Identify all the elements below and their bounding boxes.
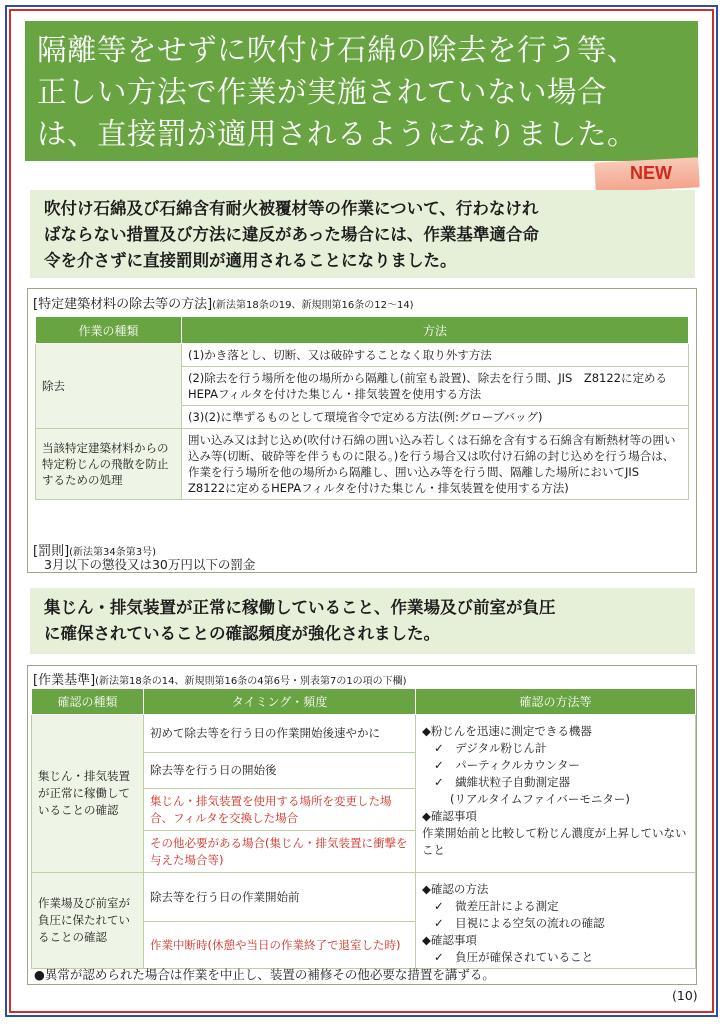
header-check-method: 確認の方法等 [416, 689, 696, 715]
headline-line: 隔離等をせずに吹付け石綿の除去を行う等、 [37, 33, 638, 67]
lead-line: 集じん・排気装置が正常に稼働していること、作業場及び前室が負圧 [44, 598, 556, 617]
method-item: 作業開始前と比較して粉じん濃度が上昇していないこと [422, 826, 687, 857]
penalty-text: 3月以下の懲役又は30万円以下の罰金 [44, 557, 256, 572]
header-method: 方法 [182, 317, 689, 344]
check-type-cell: 集じん・排気装置が正常に稼働していることの確認 [32, 715, 144, 873]
timing-cell-highlight: 集じん・排気装置を使用する場所を変更した場合、フィルタを交換した場合 [144, 789, 416, 831]
work-standard-title [33, 669, 407, 688]
header-timing: タイミング・頻度 [144, 689, 416, 715]
header-work-type: 作業の種類 [36, 317, 182, 344]
lead-line: 令を介さずに直接罰則が適用されることになりました。 [44, 251, 457, 270]
table-header-row [36, 317, 689, 344]
lead-line: 吹付け石綿及び石綿含有耐火被覆材等の作業について、行わなけれ [44, 199, 539, 218]
check-method-cell [416, 873, 696, 969]
work-standard-table [31, 688, 696, 969]
method-item: ✓ デジタル粉じん計 [434, 741, 547, 755]
check-type-cell: 作業場及び前室が負圧に保たれていることの確認 [32, 873, 144, 969]
timing-cell-highlight: その他必要がある場合(集じん・排気装置に衝撃を与えた場合等) [144, 831, 416, 873]
lead-line: に確保されていることの確認頻度が強化されました。 [44, 624, 440, 643]
work-type-cell: 除去 [36, 344, 182, 429]
method-item: ✓ パーティクルカウンター [434, 758, 580, 772]
method-cell: (1)かき落とし、切断、又は破砕することなく取り外す方法 [182, 344, 689, 367]
headline-line: は、直接罰が適用されるようになりました。 [37, 117, 638, 151]
timing-cell: 除去等を行う日の作業開始前 [144, 873, 416, 922]
method-item: ✓ 目視による空気の流れの確認 [434, 916, 605, 930]
timing-cell: 除去等を行う日の開始後 [144, 753, 416, 789]
work-type-cell: 当該特定建築材料からの特定粉じんの飛散を防止するための処理 [36, 429, 182, 500]
table-row [36, 429, 689, 500]
footnote: ●異常が認められた場合は作業を中止し、装置の補修その他必要な措置を講ずる。 [34, 967, 495, 982]
new-badge: NEW [630, 163, 672, 183]
lead-box-2 [30, 588, 695, 654]
table-row [36, 344, 689, 367]
lead-box [30, 190, 695, 278]
table-row [32, 715, 696, 753]
check-method-cell [416, 715, 696, 873]
method-cell: (2)除去を行う場所を他の場所から隔離し(前室も設置)、除去を行う間、JIS Z8122に定めるHEPAフィルタを付けた集じん・排気装置を使用する方法 [182, 367, 689, 406]
timing-cell-highlight: 作業中断時(休憩や当日の作業終了で退室した時) [144, 922, 416, 969]
timing-cell: 初めて除去等を行う日の作業開始後速やかに [144, 715, 416, 753]
method-heading: ◆確認事項 [422, 933, 477, 947]
penalty-title-text: [罰則] [33, 544, 70, 559]
header-check-type: 確認の種類 [32, 689, 144, 715]
method-item: ✓ 負圧が確保されていること [434, 950, 594, 964]
table-header-row [32, 689, 696, 715]
method-item-note: (リアルタイムファイバーモニター) [450, 792, 630, 806]
lead-line: ばならない措置及び方法に違反があった場合には、作業基準適合命 [44, 225, 539, 244]
method-heading: ◆確認事項 [422, 809, 477, 823]
method-item: ✓ 微差圧計による測定 [434, 899, 559, 913]
method-heading: ◆確認の方法 [422, 882, 489, 896]
removal-method-table [35, 316, 689, 500]
method-item: ✓ 繊維状粒子自動測定器 [434, 775, 571, 789]
removal-method-title [33, 293, 414, 312]
method-cell: (3)(2)に準ずるものとして環境省令で定める方法(例:グローブバッグ) [182, 406, 689, 429]
section-reference: (新法第18条の14、新規則第16条の4第6号・別表第7の1の項の下欄) [95, 676, 407, 687]
section-title-text: [作業基準] [33, 673, 96, 688]
section-reference: (新法第18条の19、新規則第16条の12～14) [212, 300, 414, 311]
method-cell: 囲い込み又は封じ込め(吹付け石綿の囲い込み若しくは石綿を含有する石綿含有断熱材等の囲い込み等(切断、破砕等を伴うものに限る。)を行う場合又は吹付け石綿の封じ込めを行う場合は、作業を行う場所を他の場所から隔離し、囲い込み等を行う間、隔離した場所においてJIS Z8122に定めるHEPAフィルタを付けた集じん・排気装置を使用する方法) [182, 429, 689, 500]
headline-line: 正しい方法で作業が実施されていない場合 [37, 75, 608, 109]
method-heading: ◆粉じんを迅速に測定できる機器 [422, 724, 592, 738]
page-number: (10) [672, 988, 698, 1003]
headline-banner [25, 21, 698, 161]
section-title-text: [特定建築材料の除去等の方法] [33, 297, 213, 312]
penalty-reference: (新法第34条第3号) [69, 547, 157, 558]
table-row [32, 873, 696, 922]
